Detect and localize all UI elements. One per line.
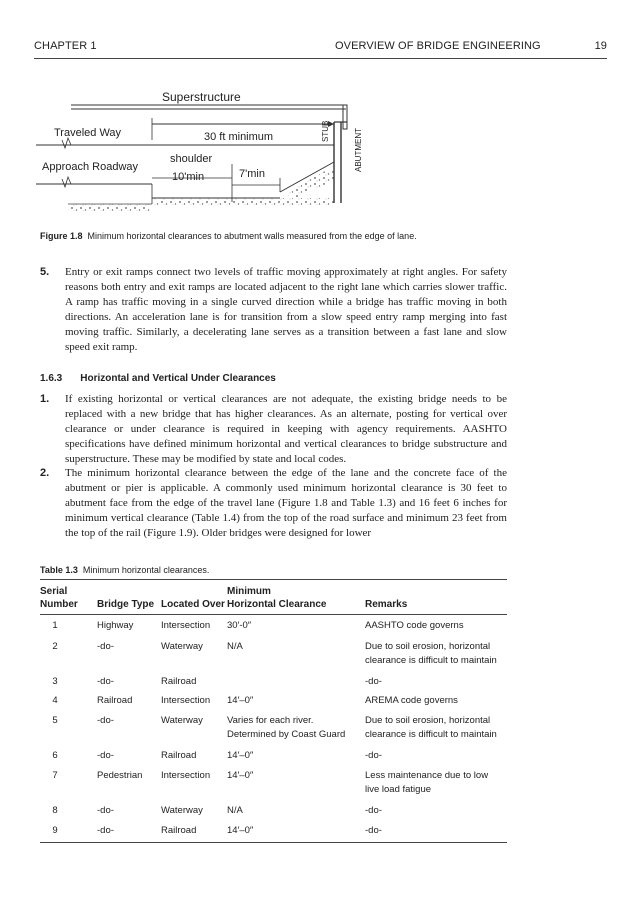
slope-gravel [284, 166, 334, 198]
header-bridge-type: Bridge Type [97, 599, 155, 610]
figure-1-8 [34, 80, 607, 230]
header-min-clearance: Minimum Horizontal Clearance [227, 586, 327, 610]
list-item-5 [40, 265, 507, 354]
header-located-over: Located Over [161, 599, 225, 610]
header-serial: Serial Number [40, 586, 78, 610]
section-title: Horizontal and Vertical Under Clearances [80, 373, 276, 384]
chapter-label: CHAPTER 1 [34, 40, 97, 52]
clearance-diagram [34, 80, 607, 230]
list-item-2-number: 2. [40, 467, 50, 479]
table-header-rule [40, 614, 507, 615]
traveled-way-label: Traveled Way [54, 127, 122, 139]
superstructure-label: Superstructure [162, 90, 241, 104]
figure-caption [40, 231, 417, 241]
section-number: 1.6.3 [40, 373, 63, 384]
figure-caption-text: Minimum horizontal clearances to abutment walls measured from the edge of lane. [87, 231, 417, 241]
list-item-1-number: 1. [40, 393, 50, 405]
list-item-2 [40, 466, 507, 541]
chapter-title: OVERVIEW OF BRIDGE ENGINEERING [335, 40, 541, 52]
table-top-rule [40, 579, 507, 580]
section-heading [40, 373, 276, 384]
list-item-5-number: 5. [40, 266, 50, 278]
shoulder-label: shoulder [170, 153, 213, 165]
ground-gravel [154, 198, 334, 205]
list-item-1-text: If existing horizontal or vertical clearances are not adequate, the existing bridge needs to be replaced with a new bridge that has higher clearances. As an alternate, posting for vertical over clearance or under clearance is required in keeping with agency requirements. AASHTO specifications have defined minimum horizontal and vertical clearances to bridge substructure and superstructure. These may be modified by state and local codes. [65, 393, 507, 465]
abutment-label: ABUTMENT [354, 128, 363, 172]
list-item-2-text: The minimum horizontal clearance between the edge of the lane and the concrete face of the abutment or pier is applicable. A commonly used minimum horizontal clearance is 30 feet to abutment face from the edge of the travel lane (Figure 1.8 and Table 1.3) and 16 feet 6 inches for minimum vertical clearance (Table 1.4) from the top of the road surface and minimum 23 feet from the top of the rail (Figure 1.9). Older bridges were designed for lower [65, 467, 507, 539]
break-mark-2 [62, 177, 71, 187]
table-bottom-rule [40, 842, 507, 843]
min-30ft-label: 30 ft minimum [204, 131, 274, 143]
table-caption-label: Table 1.3 [40, 565, 78, 575]
list-item-1 [40, 392, 507, 467]
break-mark-1 [62, 138, 71, 148]
figure-caption-label: Figure 1.8 [40, 231, 83, 241]
running-head [34, 40, 607, 54]
table-caption [40, 565, 209, 575]
list-item-5-text: Entry or exit ramps connect two levels of traffic moving approximately at right angles. For safety reasons both entry and exit ramps are located adjacent to the right lane which carries slower traffic. A ramp has traffic moving in a single curved direction while a bridge has traffic moving in both directions. An acceleration lane is for transition from a slow speed entry ramp merging into fast moving traffic. Similarly, a decelerating lane serves as a transition between a fast lane and slow speed exit ramp. [65, 266, 507, 353]
book-page: CHAPTER 1 OVERVIEW OF BRIDGE ENGINEERING 19 Superstructure Traveled Way 30 ft minimum Approach Roadway shoulder 10'min 7'min STUB ABUTMENT Figure 1.8 Minimum horizontal clearances to abutment walls measured from the edge of lane. 5. Entry or exit ramps connect two levels of traffic moving approximately at right angles. For safety reasons both entry and exit ramps are located adjacent to the right lane which carries slower traffic. A ramp has traffic moving in a single curved direction while a bridge has traffic moving in both directions. An acceleration lane is for transition from a slow speed entry ramp merging into fast moving traffic. Similarly, a decelerating lane serves as a transition between a fast lane and slow speed exit ramp. 1.6.3 Horizontal and Vertical Under Clearances 1. If existing horizontal or vertical clearances are not adequate, the existing bridge needs to be replaced with a new bridge that has higher clearances. As an alternate, posting for vertical over clearance or under clearance is required in keeping with agency requirements. AASHTO specifications have defined minimum horizontal and vertical clearances to bridge substructure and superstructure. These may be modified by state and local codes. 2. The minimum horizontal clearance between the edge of the lane and the concrete face of the abutment or pier is applicable. A commonly used minimum horizontal clearance is 30 feet to abutment face from the edge of the travel lane (Figure 1.8 and Table 1.3) and 16 feet 6 inches for minimum vertical clearance (Table 1.4) from the top of the road surface and minimum 23 feet from the top of the rail (Figure 1.9). Older bridges were designed for lower Table 1.3 Minimum horizontal clearances. Serial Number Bridge Type Located Over Minimum Horizontal Clearance Remarks 1 Highway Intersection 30′-0″ AASHTO code governs 2 -do- Waterway N/A Due to soil erosion, horizontal clearance is difficult to maintain 3 -do- Railroad -do- 4 Railroad Intersection 14′–0″ AREMA code governs 5 -do- Waterway Varies for each river. Determined by Coast Guard Due to soil erosion, horizontal clearance is difficult to maintain 6 -do- Railroad 14′–0″ -do- 7 Pedestrian Intersection 14′–0″ Less maintenance due to low live load fatigue 8 -do- Waterway N/A -do- 9 -do- Railroad 14′–0″ -do- [0, 0, 641, 900]
ground-gravel-left [68, 204, 152, 211]
min-10ft-label: 10'min [172, 171, 205, 183]
min-7ft-label: 7'min [239, 168, 265, 180]
header-remarks: Remarks [365, 599, 408, 610]
stub-label: STUB [321, 120, 330, 142]
header-rule [34, 58, 607, 59]
approach-roadway-label: Approach Roadway [42, 161, 139, 173]
page-number: 19 [594, 40, 607, 52]
table-caption-text: Minimum horizontal clearances. [82, 565, 210, 575]
